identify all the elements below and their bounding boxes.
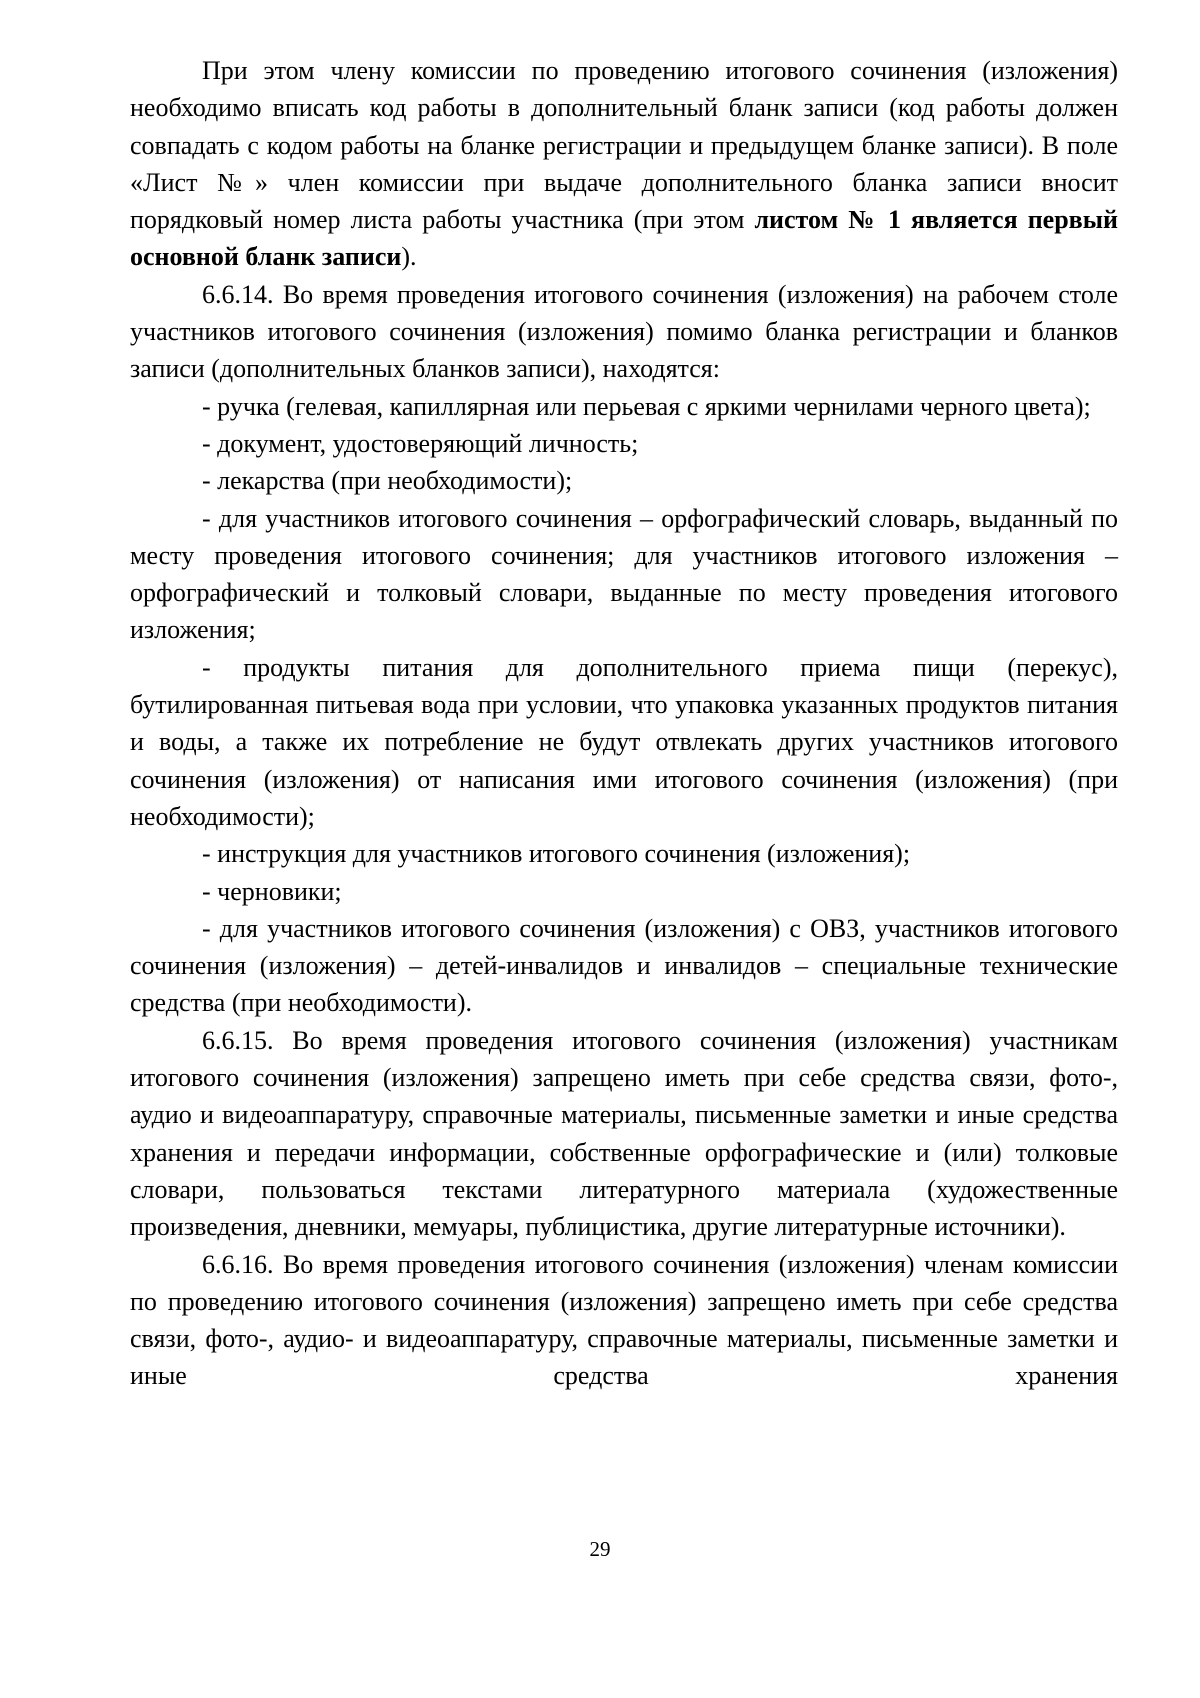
list-item-pen: - ручка (гелевая, капиллярная или перьевая с яркими чернилами черного цвета);	[202, 391, 1091, 421]
list-item-special-equipment: - для участников итогового сочинения (изложения) с ОВЗ, участников итогового сочинения (изложения) – детей-инвалидов и инвалидов – специальные технические средства (при необходимости).	[130, 913, 1118, 1018]
paragraph-tail-text: ).	[401, 242, 417, 272]
list-item-dictionaries: - для участников итогового сочинения – орфографический словарь, выданный по месту проведения итогового сочинения; для участников итогового изложения – орфографический и толковый словари, выданные по месту проведения итогового изложения;	[130, 503, 1118, 645]
list-item-medicine: - лекарства (при необходимости);	[202, 466, 573, 496]
paragraph-text: При этом члену комиссии по проведению итогового сочинения (изложения) необходимо вписать код работы в дополнительный бланк записи (код работы должен совпадать с кодом работы на бланке регистрации и предыдущем бланке записи). В поле «Лист №» член комиссии при выдаче дополнительного бланка записи вносит порядковый номер листа работы участника (при этом	[130, 56, 1118, 235]
list-item-food-water: - продукты питания для дополнительного приема пищи (перекус), бутилированная питьевая вода при условии, что упаковка указанных продуктов питания и воды, а также их потребление не будут отвлекать других участников итогового сочинения (изложения) от написания ими итогового сочинения (изложения) (при необходимости);	[130, 652, 1118, 831]
list-item-instruction: - инструкция для участников итогового сочинения (изложения);	[202, 839, 911, 869]
paragraph-commission-sheet-number	[130, 52, 1118, 276]
paragraph-6-6-14: 6.6.14. Во время проведения итогового сочинения (изложения) на рабочем столе участников итогового сочинения (изложения) помимо бланка регистрации и бланков записи (дополнительных бланков записи), находятся:	[130, 279, 1118, 384]
list-item-drafts: - черновики;	[202, 876, 342, 906]
page-number: 29	[589, 1537, 611, 1561]
paragraph-6-6-15: 6.6.15. Во время проведения итогового сочинения (изложения) участникам итогового сочинения (изложения) запрещено иметь при себе средства связи, фото-, аудио и видеоаппаратуру, справочные материалы, письменные заметки и иные средства хранения и передачи информации, собственные орфографические и (или) толковые словари, пользоваться текстами литературного материала (художественные произведения, дневники, мемуары, публицистика, другие литературные источники).	[130, 1025, 1118, 1242]
paragraph-6-6-16: 6.6.16. Во время проведения итогового сочинения (изложения) членам комиссии по проведению итогового сочинения (изложения) запрещено иметь при себе средства связи, фото-, аудио- и видеоаппаратуру, справочные материалы, письменные заметки и иные средства хранения	[130, 1249, 1118, 1391]
paragraph-bold-text: листом № 1 является первый основной бланк записи	[130, 205, 1119, 272]
document-body	[130, 52, 1118, 1395]
list-item-id-document: - документ, удостоверяющий личность;	[202, 428, 639, 458]
